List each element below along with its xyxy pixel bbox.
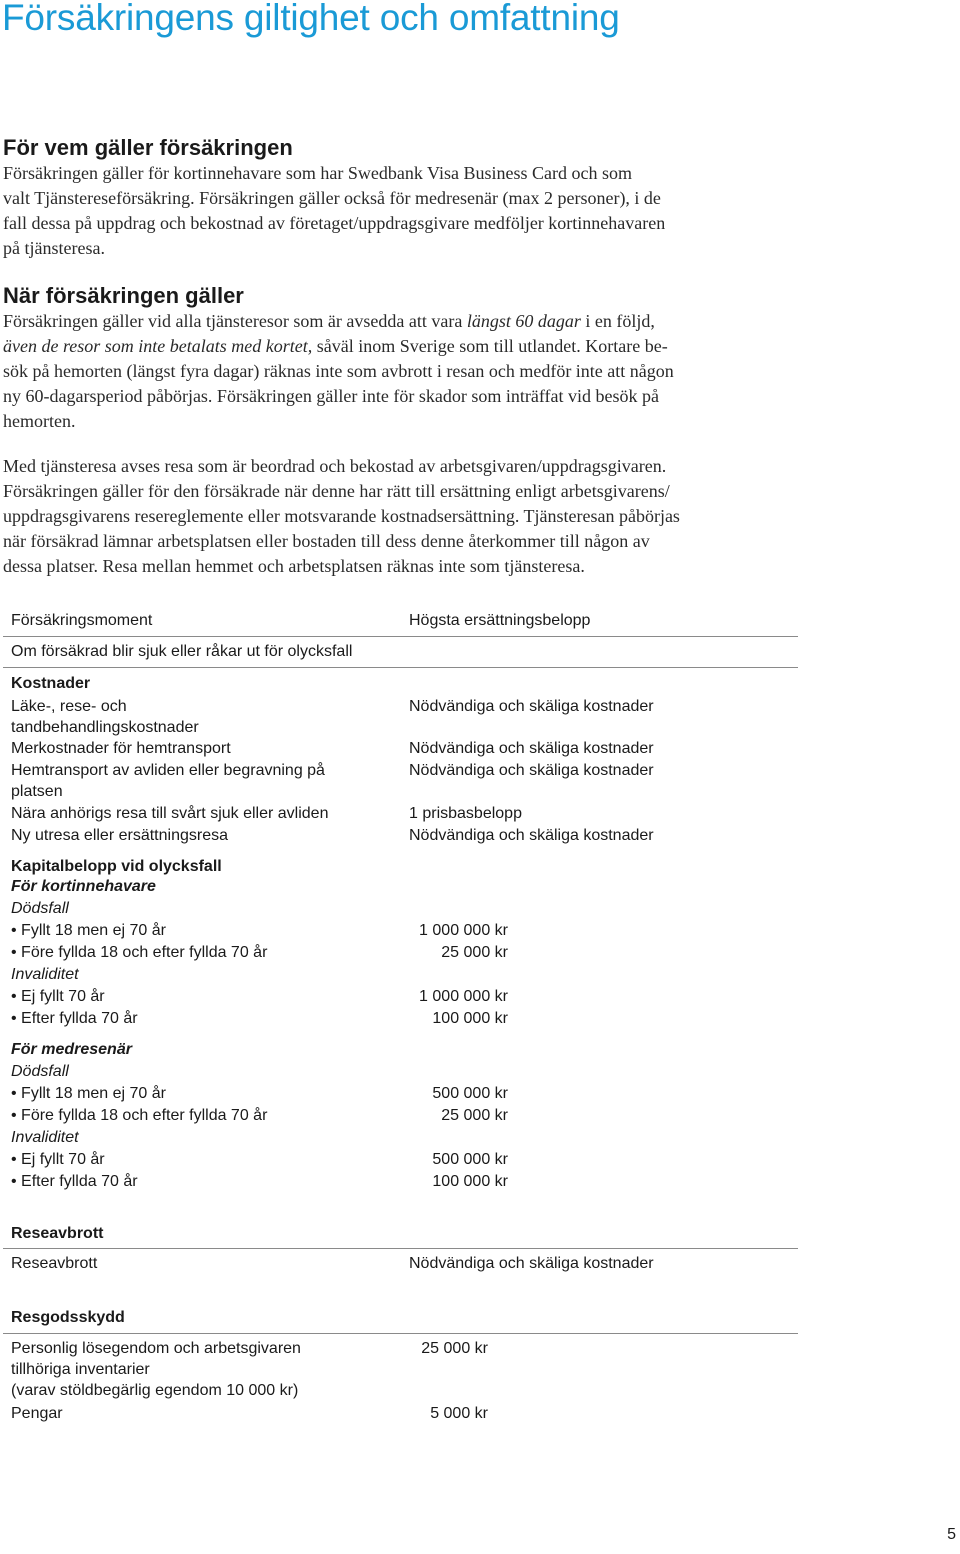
row-value: 500 000 kr	[432, 1151, 508, 1168]
row-label: • Fyllt 18 men ej 70 år	[11, 922, 166, 939]
invalidity-label: Invaliditet	[11, 966, 79, 983]
row-label: • Ej fyllt 70 år	[11, 988, 105, 1005]
section-heading-who: För vem gäller försäkringen	[3, 135, 293, 160]
text-run: Försäkringen gäller vid alla tjänsteresor som är avsedda att vara	[3, 311, 467, 331]
paragraph-line: när försäkrad lämnar arbetsplatsen eller bostaden till dess denne återkommer till någon av	[3, 531, 650, 551]
row-value: 500 000 kr	[432, 1085, 508, 1102]
row-label: Merkostnader för hemtransport	[11, 740, 231, 757]
group-heading-trip-interruption: Reseavbrott	[11, 1225, 104, 1242]
row-label: (varav stöldbegärlig egendom 10 000 kr)	[11, 1382, 299, 1399]
paragraph-line: dessa platser. Resa mellan hemmet och arbetsplatsen räknas inte som tjänsteresa.	[3, 556, 585, 576]
italic-run: längst 60 dagar	[466, 311, 581, 331]
row-label: Nära anhörigs resa till svårt sjuk eller avliden	[11, 805, 329, 822]
companion-heading: För medresenär	[11, 1041, 132, 1058]
row-value: 5 000 kr	[430, 1405, 488, 1422]
divider	[3, 667, 798, 668]
paragraph-line: Försäkringen gäller för den försäkrade när denne har rätt till ersättning enligt arbetsgivarens/	[3, 481, 670, 501]
row-label: • Efter fyllda 70 år	[11, 1010, 138, 1027]
divider	[3, 636, 798, 637]
row-label: Hemtransport av avliden eller begravning på	[11, 762, 325, 779]
paragraph-line	[3, 336, 668, 357]
page-number: 5	[947, 1526, 956, 1543]
row-value: 1 prisbasbelopp	[409, 805, 522, 822]
column-header-amount: Högsta ersättningsbelopp	[409, 612, 591, 629]
row-value: 1 000 000 kr	[419, 988, 508, 1005]
row-value: 25 000 kr	[421, 1340, 488, 1357]
row-label: Pengar	[11, 1405, 63, 1422]
section-heading-when: När försäkringen gäller	[3, 283, 244, 308]
paragraph-line: uppdragsgivarens resereglemente eller motsvarande kostnadsersättning. Tjänsteresan påbörjas	[3, 506, 680, 526]
row-value: Nödvändiga och skäliga kostnader	[409, 1255, 654, 1272]
row-label: • Fyllt 18 men ej 70 år	[11, 1085, 166, 1102]
text-run: i en följd,	[580, 311, 655, 331]
paragraph-line: Med tjänsteresa avses resa som är beordrad och bekostad av arbetsgivaren/uppdragsgivaren.	[3, 456, 667, 476]
paragraph-line: ny 60-dagarsperiod påbörjas. Försäkringen gäller inte för skador som inträffat vid besök på	[3, 386, 659, 406]
row-label: Ny utresa eller ersättningsresa	[11, 827, 228, 844]
italic-run: även de resor som inte betalats med kortet,	[3, 336, 313, 356]
text-run: såväl inom Sverige som till utlandet. Kortare be-	[312, 336, 668, 356]
paragraph-line: Försäkringen gäller för kortinnehavare som har Swedbank Visa Business Card och som	[3, 163, 632, 183]
holder-heading: För kortinnehavare	[11, 878, 156, 895]
row-value: Nödvändiga och skäliga kostnader	[409, 740, 654, 757]
row-label: Läke-, rese- och	[11, 698, 127, 715]
row-value: 100 000 kr	[432, 1173, 508, 1190]
invalidity-label: Invaliditet	[11, 1129, 79, 1146]
paragraph-line: på tjänsteresa.	[3, 238, 105, 258]
row-label: • Före fyllda 18 och efter fyllda 70 år	[11, 1107, 268, 1124]
row-label: tillhöriga inventarier	[11, 1361, 150, 1378]
row-label: platsen	[11, 783, 63, 800]
row-label: • Efter fyllda 70 år	[11, 1173, 138, 1190]
page-title: Försäkringens giltighet och omfattning	[2, 0, 620, 38]
column-header-moment: Försäkringsmoment	[11, 612, 153, 629]
paragraph-line: hemorten.	[3, 411, 76, 431]
group-heading-luggage: Resgodsskydd	[11, 1309, 125, 1326]
death-label: Dödsfall	[11, 1063, 69, 1080]
divider	[3, 1248, 798, 1249]
row-label: Personlig lösegendom och arbetsgivaren	[11, 1340, 301, 1357]
row-value: Nödvändiga och skäliga kostnader	[409, 762, 654, 779]
row-label: tandbehandlingskostnader	[11, 719, 199, 736]
row-value: 100 000 kr	[432, 1010, 508, 1027]
row-value: Nödvändiga och skäliga kostnader	[409, 698, 654, 715]
paragraph-line: fall dessa på uppdrag och bekostnad av företaget/uppdragsgivare medföljer kortinnehavaren	[3, 213, 666, 233]
row-value: 25 000 kr	[441, 1107, 508, 1124]
row-label: • Ej fyllt 70 år	[11, 1151, 105, 1168]
paragraph-line: valt Tjänstereseförsäkring. Försäkringen gäller också för medresenär (max 2 personer), i de	[3, 188, 661, 208]
group-title: Om försäkrad blir sjuk eller råkar ut för olycksfall	[11, 643, 353, 660]
row-label: • Före fyllda 18 och efter fyllda 70 år	[11, 944, 268, 961]
subgroup-heading-capital: Kapitalbelopp vid olycksfall	[11, 858, 222, 875]
row-value: Nödvändiga och skäliga kostnader	[409, 827, 654, 844]
paragraph-line: sök på hemorten (längst fyra dagar) räknas inte som avbrott i resan och medför inte att någon	[3, 361, 674, 381]
row-value: 25 000 kr	[441, 944, 508, 961]
death-label: Dödsfall	[11, 900, 69, 917]
paragraph-line	[3, 311, 655, 332]
subgroup-heading-costs: Kostnader	[11, 675, 91, 692]
row-label: Reseavbrott	[11, 1255, 98, 1272]
row-value: 1 000 000 kr	[419, 922, 508, 939]
divider	[3, 1333, 798, 1334]
